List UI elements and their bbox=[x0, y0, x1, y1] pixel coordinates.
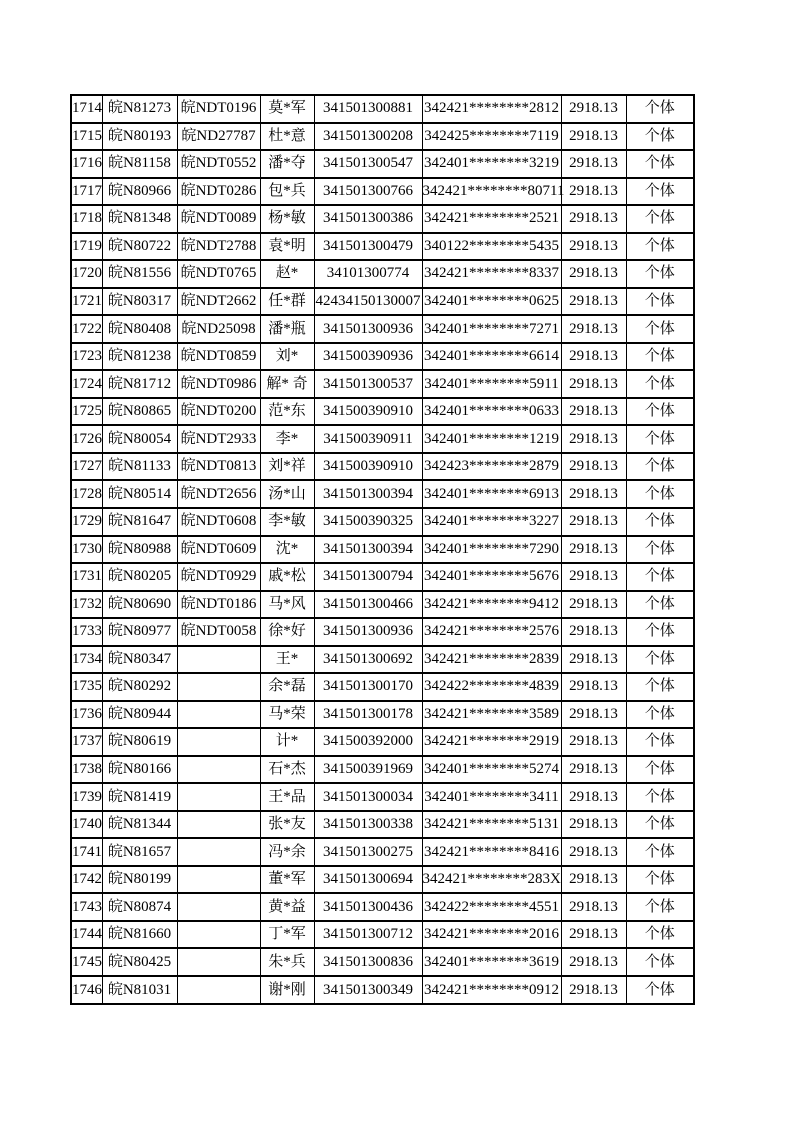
cell-operator-type: 个体 bbox=[626, 343, 694, 371]
cell-owner-name: 杜*意 bbox=[260, 123, 314, 151]
table-row bbox=[71, 343, 694, 371]
cell-certificate-code: 341501300766 bbox=[314, 178, 422, 206]
cell-certificate-code: 341501300178 bbox=[314, 701, 422, 729]
cell-permit-number: 皖NDT0196 bbox=[177, 95, 260, 123]
cell-permit-number: 皖NDT0200 bbox=[177, 398, 260, 426]
cell-operator-type: 个体 bbox=[626, 866, 694, 894]
cell-certificate-code: 341501300936 bbox=[314, 315, 422, 343]
cell-row-number: 1718 bbox=[71, 205, 102, 233]
cell-subsidy-amount: 2918.13 bbox=[561, 838, 626, 866]
cell-owner-name: 马*荣 bbox=[260, 701, 314, 729]
cell-operator-type: 个体 bbox=[626, 893, 694, 921]
cell-permit-number: 皖NDT2933 bbox=[177, 425, 260, 453]
cell-owner-name: 沈* bbox=[260, 536, 314, 564]
cell-row-number: 1733 bbox=[71, 618, 102, 646]
cell-owner-name: 谢*刚 bbox=[260, 976, 314, 1004]
cell-subsidy-amount: 2918.13 bbox=[561, 646, 626, 674]
table-row bbox=[71, 811, 694, 839]
table-row bbox=[71, 233, 694, 261]
cell-owner-name: 范*东 bbox=[260, 398, 314, 426]
cell-subsidy-amount: 2918.13 bbox=[561, 95, 626, 123]
table-row bbox=[71, 480, 694, 508]
cell-id-number-masked: 342401********7271 bbox=[422, 315, 561, 343]
table-row bbox=[71, 618, 694, 646]
cell-operator-type: 个体 bbox=[626, 728, 694, 756]
cell-owner-name: 余*磊 bbox=[260, 673, 314, 701]
cell-plate-number: 皖N80317 bbox=[102, 288, 177, 316]
cell-plate-number: 皖N81133 bbox=[102, 453, 177, 481]
table-row bbox=[71, 646, 694, 674]
table-row bbox=[71, 178, 694, 206]
cell-owner-name: 朱*兵 bbox=[260, 948, 314, 976]
cell-permit-number: 皖NDT0608 bbox=[177, 508, 260, 536]
cell-permit-number bbox=[177, 646, 260, 674]
cell-plate-number: 皖N80944 bbox=[102, 701, 177, 729]
cell-row-number: 1715 bbox=[71, 123, 102, 151]
cell-subsidy-amount: 2918.13 bbox=[561, 618, 626, 646]
cell-id-number-masked: 342421********2521 bbox=[422, 205, 561, 233]
cell-permit-number bbox=[177, 893, 260, 921]
cell-certificate-code: 341501300694 bbox=[314, 866, 422, 894]
cell-plate-number: 皖N81031 bbox=[102, 976, 177, 1004]
cell-plate-number: 皖N80408 bbox=[102, 315, 177, 343]
table-row bbox=[71, 453, 694, 481]
cell-operator-type: 个体 bbox=[626, 123, 694, 151]
cell-subsidy-amount: 2918.13 bbox=[561, 673, 626, 701]
cell-id-number-masked: 342401********0633 bbox=[422, 398, 561, 426]
cell-subsidy-amount: 2918.13 bbox=[561, 205, 626, 233]
cell-plate-number: 皖N81556 bbox=[102, 260, 177, 288]
cell-permit-number: 皖NDT0089 bbox=[177, 205, 260, 233]
cell-operator-type: 个体 bbox=[626, 205, 694, 233]
cell-row-number: 1742 bbox=[71, 866, 102, 894]
cell-operator-type: 个体 bbox=[626, 591, 694, 619]
cell-subsidy-amount: 2918.13 bbox=[561, 398, 626, 426]
cell-row-number: 1728 bbox=[71, 480, 102, 508]
cell-plate-number: 皖N80514 bbox=[102, 480, 177, 508]
cell-id-number-masked: 342422********4839 bbox=[422, 673, 561, 701]
cell-plate-number: 皖N80874 bbox=[102, 893, 177, 921]
cell-certificate-code: 341501300034 bbox=[314, 783, 422, 811]
cell-operator-type: 个体 bbox=[626, 756, 694, 784]
cell-subsidy-amount: 2918.13 bbox=[561, 233, 626, 261]
cell-row-number: 1746 bbox=[71, 976, 102, 1004]
cell-plate-number: 皖N81657 bbox=[102, 838, 177, 866]
cell-id-number-masked: 342421********2839 bbox=[422, 646, 561, 674]
cell-permit-number bbox=[177, 838, 260, 866]
cell-operator-type: 个体 bbox=[626, 948, 694, 976]
cell-row-number: 1739 bbox=[71, 783, 102, 811]
cell-operator-type: 个体 bbox=[626, 370, 694, 398]
cell-plate-number: 皖N81348 bbox=[102, 205, 177, 233]
cell-operator-type: 个体 bbox=[626, 178, 694, 206]
cell-plate-number: 皖N80977 bbox=[102, 618, 177, 646]
cell-subsidy-amount: 2918.13 bbox=[561, 756, 626, 784]
cell-certificate-code: 341501300692 bbox=[314, 646, 422, 674]
table-row bbox=[71, 205, 694, 233]
cell-permit-number: 皖NDT0186 bbox=[177, 591, 260, 619]
cell-owner-name: 计* bbox=[260, 728, 314, 756]
table-row bbox=[71, 398, 694, 426]
cell-operator-type: 个体 bbox=[626, 701, 694, 729]
cell-operator-type: 个体 bbox=[626, 838, 694, 866]
cell-subsidy-amount: 2918.13 bbox=[561, 811, 626, 839]
cell-owner-name: 包*兵 bbox=[260, 178, 314, 206]
table-row bbox=[71, 288, 694, 316]
cell-plate-number: 皖N80966 bbox=[102, 178, 177, 206]
cell-row-number: 1730 bbox=[71, 536, 102, 564]
cell-row-number: 1744 bbox=[71, 921, 102, 949]
cell-certificate-code: 341501300794 bbox=[314, 563, 422, 591]
cell-permit-number bbox=[177, 921, 260, 949]
cell-id-number-masked: 340122********5435 bbox=[422, 233, 561, 261]
cell-row-number: 1726 bbox=[71, 425, 102, 453]
cell-id-number-masked: 342401********3619 bbox=[422, 948, 561, 976]
cell-certificate-code: 341500390910 bbox=[314, 398, 422, 426]
cell-certificate-code: 341501300936 bbox=[314, 618, 422, 646]
cell-certificate-code: 341501300547 bbox=[314, 150, 422, 178]
cell-subsidy-amount: 2918.13 bbox=[561, 480, 626, 508]
cell-permit-number bbox=[177, 673, 260, 701]
cell-certificate-code: 341501300436 bbox=[314, 893, 422, 921]
cell-owner-name: 马*风 bbox=[260, 591, 314, 619]
cell-row-number: 1716 bbox=[71, 150, 102, 178]
cell-certificate-code: 341500390936 bbox=[314, 343, 422, 371]
cell-row-number: 1721 bbox=[71, 288, 102, 316]
cell-operator-type: 个体 bbox=[626, 783, 694, 811]
table-row bbox=[71, 783, 694, 811]
cell-subsidy-amount: 2918.13 bbox=[561, 536, 626, 564]
cell-owner-name: 解* 奇 bbox=[260, 370, 314, 398]
cell-plate-number: 皖N81660 bbox=[102, 921, 177, 949]
cell-certificate-code: 34101300774 bbox=[314, 260, 422, 288]
cell-plate-number: 皖N81712 bbox=[102, 370, 177, 398]
cell-operator-type: 个体 bbox=[626, 95, 694, 123]
cell-permit-number bbox=[177, 866, 260, 894]
cell-permit-number: 皖NDT0765 bbox=[177, 260, 260, 288]
cell-id-number-masked: 342401********5911 bbox=[422, 370, 561, 398]
cell-row-number: 1734 bbox=[71, 646, 102, 674]
cell-operator-type: 个体 bbox=[626, 150, 694, 178]
cell-plate-number: 皖N80292 bbox=[102, 673, 177, 701]
cell-row-number: 1723 bbox=[71, 343, 102, 371]
table-row bbox=[71, 315, 694, 343]
table-row bbox=[71, 673, 694, 701]
cell-subsidy-amount: 2918.13 bbox=[561, 563, 626, 591]
cell-certificate-code: 341500390325 bbox=[314, 508, 422, 536]
records-table bbox=[70, 94, 695, 1005]
cell-owner-name: 李* bbox=[260, 425, 314, 453]
cell-permit-number: 皖NDT0813 bbox=[177, 453, 260, 481]
cell-owner-name: 董*军 bbox=[260, 866, 314, 894]
cell-permit-number bbox=[177, 701, 260, 729]
cell-certificate-code: 341501300394 bbox=[314, 536, 422, 564]
cell-row-number: 1725 bbox=[71, 398, 102, 426]
table-row bbox=[71, 948, 694, 976]
cell-subsidy-amount: 2918.13 bbox=[561, 783, 626, 811]
cell-subsidy-amount: 2918.13 bbox=[561, 976, 626, 1004]
cell-subsidy-amount: 2918.13 bbox=[561, 425, 626, 453]
cell-operator-type: 个体 bbox=[626, 480, 694, 508]
table-row bbox=[71, 123, 694, 151]
cell-row-number: 1740 bbox=[71, 811, 102, 839]
cell-subsidy-amount: 2918.13 bbox=[561, 370, 626, 398]
cell-subsidy-amount: 2918.13 bbox=[561, 508, 626, 536]
cell-owner-name: 赵* bbox=[260, 260, 314, 288]
cell-id-number-masked: 342401********6913 bbox=[422, 480, 561, 508]
cell-plate-number: 皖N80619 bbox=[102, 728, 177, 756]
cell-certificate-code: 341500391969 bbox=[314, 756, 422, 784]
cell-row-number: 1714 bbox=[71, 95, 102, 123]
cell-permit-number: 皖ND25098 bbox=[177, 315, 260, 343]
cell-operator-type: 个体 bbox=[626, 398, 694, 426]
cell-permit-number: 皖NDT0986 bbox=[177, 370, 260, 398]
cell-row-number: 1738 bbox=[71, 756, 102, 784]
cell-permit-number: 皖NDT0929 bbox=[177, 563, 260, 591]
cell-row-number: 1735 bbox=[71, 673, 102, 701]
cell-id-number-masked: 342401********0625 bbox=[422, 288, 561, 316]
table-row bbox=[71, 425, 694, 453]
cell-row-number: 1720 bbox=[71, 260, 102, 288]
cell-plate-number: 皖N80722 bbox=[102, 233, 177, 261]
cell-subsidy-amount: 2918.13 bbox=[561, 728, 626, 756]
cell-subsidy-amount: 2918.13 bbox=[561, 123, 626, 151]
table-row bbox=[71, 866, 694, 894]
cell-operator-type: 个体 bbox=[626, 315, 694, 343]
cell-id-number-masked: 342421********2919 bbox=[422, 728, 561, 756]
cell-row-number: 1743 bbox=[71, 893, 102, 921]
cell-id-number-masked: 342401********3219 bbox=[422, 150, 561, 178]
cell-plate-number: 皖N81273 bbox=[102, 95, 177, 123]
table-row bbox=[71, 893, 694, 921]
table-row bbox=[71, 756, 694, 784]
cell-permit-number bbox=[177, 811, 260, 839]
cell-operator-type: 个体 bbox=[626, 976, 694, 1004]
cell-permit-number: 皖NDT2662 bbox=[177, 288, 260, 316]
table-row bbox=[71, 701, 694, 729]
cell-owner-name: 汤*山 bbox=[260, 480, 314, 508]
cell-plate-number: 皖N80054 bbox=[102, 425, 177, 453]
cell-permit-number bbox=[177, 783, 260, 811]
cell-id-number-masked: 342401********5676 bbox=[422, 563, 561, 591]
cell-id-number-masked: 342421********9412 bbox=[422, 591, 561, 619]
cell-id-number-masked: 342421********2576 bbox=[422, 618, 561, 646]
cell-id-number-masked: 342421********2812 bbox=[422, 95, 561, 123]
cell-subsidy-amount: 2918.13 bbox=[561, 178, 626, 206]
cell-row-number: 1736 bbox=[71, 701, 102, 729]
cell-id-number-masked: 342421********8416 bbox=[422, 838, 561, 866]
cell-owner-name: 徐*好 bbox=[260, 618, 314, 646]
cell-certificate-code: 341501300479 bbox=[314, 233, 422, 261]
cell-subsidy-amount: 2918.13 bbox=[561, 343, 626, 371]
cell-subsidy-amount: 2918.13 bbox=[561, 591, 626, 619]
cell-certificate-code: 341501300394 bbox=[314, 480, 422, 508]
cell-certificate-code: 341501300170 bbox=[314, 673, 422, 701]
table-row bbox=[71, 260, 694, 288]
cell-certificate-code: 42434150130007 bbox=[314, 288, 422, 316]
cell-row-number: 1741 bbox=[71, 838, 102, 866]
cell-permit-number: 皖NDT2656 bbox=[177, 480, 260, 508]
cell-id-number-masked: 342401********3411 bbox=[422, 783, 561, 811]
cell-plate-number: 皖N81238 bbox=[102, 343, 177, 371]
cell-owner-name: 潘*夺 bbox=[260, 150, 314, 178]
cell-subsidy-amount: 2918.13 bbox=[561, 921, 626, 949]
cell-operator-type: 个体 bbox=[626, 508, 694, 536]
cell-id-number-masked: 342422********4551 bbox=[422, 893, 561, 921]
cell-id-number-masked: 342421********80711 bbox=[422, 178, 561, 206]
cell-permit-number bbox=[177, 728, 260, 756]
cell-permit-number bbox=[177, 976, 260, 1004]
cell-plate-number: 皖N80988 bbox=[102, 536, 177, 564]
cell-row-number: 1737 bbox=[71, 728, 102, 756]
cell-id-number-masked: 342401********1219 bbox=[422, 425, 561, 453]
cell-permit-number: 皖ND27787 bbox=[177, 123, 260, 151]
table-row bbox=[71, 370, 694, 398]
table-row bbox=[71, 563, 694, 591]
table-row bbox=[71, 921, 694, 949]
cell-row-number: 1719 bbox=[71, 233, 102, 261]
cell-certificate-code: 341501300275 bbox=[314, 838, 422, 866]
cell-certificate-code: 341501300881 bbox=[314, 95, 422, 123]
cell-id-number-masked: 342425********7119 bbox=[422, 123, 561, 151]
cell-subsidy-amount: 2918.13 bbox=[561, 315, 626, 343]
cell-row-number: 1724 bbox=[71, 370, 102, 398]
table-row bbox=[71, 95, 694, 123]
table-row bbox=[71, 728, 694, 756]
cell-row-number: 1731 bbox=[71, 563, 102, 591]
cell-permit-number: 皖NDT0058 bbox=[177, 618, 260, 646]
table-row bbox=[71, 976, 694, 1004]
cell-permit-number: 皖NDT0609 bbox=[177, 536, 260, 564]
cell-row-number: 1717 bbox=[71, 178, 102, 206]
table-row bbox=[71, 508, 694, 536]
cell-certificate-code: 341500390910 bbox=[314, 453, 422, 481]
cell-certificate-code: 341501300338 bbox=[314, 811, 422, 839]
cell-subsidy-amount: 2918.13 bbox=[561, 453, 626, 481]
cell-id-number-masked: 342401********5274 bbox=[422, 756, 561, 784]
cell-plate-number: 皖N80347 bbox=[102, 646, 177, 674]
cell-permit-number: 皖NDT0859 bbox=[177, 343, 260, 371]
cell-operator-type: 个体 bbox=[626, 288, 694, 316]
cell-row-number: 1727 bbox=[71, 453, 102, 481]
cell-id-number-masked: 342401********3227 bbox=[422, 508, 561, 536]
cell-id-number-masked: 342421********3589 bbox=[422, 701, 561, 729]
cell-operator-type: 个体 bbox=[626, 453, 694, 481]
cell-operator-type: 个体 bbox=[626, 811, 694, 839]
cell-permit-number: 皖NDT0286 bbox=[177, 178, 260, 206]
cell-subsidy-amount: 2918.13 bbox=[561, 893, 626, 921]
cell-owner-name: 王*品 bbox=[260, 783, 314, 811]
cell-owner-name: 潘*瓶 bbox=[260, 315, 314, 343]
cell-permit-number: 皖NDT0552 bbox=[177, 150, 260, 178]
cell-id-number-masked: 342421********2016 bbox=[422, 921, 561, 949]
cell-plate-number: 皖N81647 bbox=[102, 508, 177, 536]
cell-certificate-code: 341501300712 bbox=[314, 921, 422, 949]
cell-row-number: 1732 bbox=[71, 591, 102, 619]
cell-owner-name: 刘*祥 bbox=[260, 453, 314, 481]
cell-plate-number: 皖N80166 bbox=[102, 756, 177, 784]
table-row bbox=[71, 838, 694, 866]
cell-row-number: 1745 bbox=[71, 948, 102, 976]
cell-owner-name: 袁*明 bbox=[260, 233, 314, 261]
cell-owner-name: 戚*松 bbox=[260, 563, 314, 591]
cell-owner-name: 黄*益 bbox=[260, 893, 314, 921]
cell-certificate-code: 341501300836 bbox=[314, 948, 422, 976]
cell-plate-number: 皖N80193 bbox=[102, 123, 177, 151]
cell-permit-number: 皖NDT2788 bbox=[177, 233, 260, 261]
cell-owner-name: 莫*军 bbox=[260, 95, 314, 123]
cell-certificate-code: 341501300386 bbox=[314, 205, 422, 233]
cell-plate-number: 皖N80865 bbox=[102, 398, 177, 426]
cell-id-number-masked: 342423********2879 bbox=[422, 453, 561, 481]
cell-owner-name: 李*敏 bbox=[260, 508, 314, 536]
cell-id-number-masked: 342421********0912 bbox=[422, 976, 561, 1004]
cell-operator-type: 个体 bbox=[626, 260, 694, 288]
cell-id-number-masked: 342401********6614 bbox=[422, 343, 561, 371]
cell-certificate-code: 341500392000 bbox=[314, 728, 422, 756]
table-row bbox=[71, 591, 694, 619]
cell-operator-type: 个体 bbox=[626, 618, 694, 646]
cell-plate-number: 皖N81344 bbox=[102, 811, 177, 839]
cell-owner-name: 丁*军 bbox=[260, 921, 314, 949]
cell-plate-number: 皖N80205 bbox=[102, 563, 177, 591]
cell-subsidy-amount: 2918.13 bbox=[561, 948, 626, 976]
cell-operator-type: 个体 bbox=[626, 563, 694, 591]
table-row bbox=[71, 150, 694, 178]
cell-certificate-code: 341501300466 bbox=[314, 591, 422, 619]
cell-owner-name: 张*友 bbox=[260, 811, 314, 839]
cell-id-number-masked: 342401********7290 bbox=[422, 536, 561, 564]
cell-id-number-masked: 342421********5131 bbox=[422, 811, 561, 839]
cell-owner-name: 杨*敏 bbox=[260, 205, 314, 233]
cell-operator-type: 个体 bbox=[626, 921, 694, 949]
cell-owner-name: 刘* bbox=[260, 343, 314, 371]
cell-certificate-code: 341501300208 bbox=[314, 123, 422, 151]
cell-plate-number: 皖N81419 bbox=[102, 783, 177, 811]
table-row bbox=[71, 536, 694, 564]
cell-owner-name: 王* bbox=[260, 646, 314, 674]
cell-owner-name: 石*杰 bbox=[260, 756, 314, 784]
cell-subsidy-amount: 2918.13 bbox=[561, 150, 626, 178]
cell-certificate-code: 341501300349 bbox=[314, 976, 422, 1004]
cell-plate-number: 皖N80425 bbox=[102, 948, 177, 976]
cell-subsidy-amount: 2918.13 bbox=[561, 866, 626, 894]
cell-owner-name: 冯*余 bbox=[260, 838, 314, 866]
cell-operator-type: 个体 bbox=[626, 233, 694, 261]
cell-operator-type: 个体 bbox=[626, 425, 694, 453]
cell-row-number: 1729 bbox=[71, 508, 102, 536]
cell-permit-number bbox=[177, 948, 260, 976]
records-table-body bbox=[71, 95, 694, 1004]
cell-row-number: 1722 bbox=[71, 315, 102, 343]
cell-certificate-code: 341501300537 bbox=[314, 370, 422, 398]
cell-operator-type: 个体 bbox=[626, 536, 694, 564]
cell-id-number-masked: 342421********283X bbox=[422, 866, 561, 894]
cell-operator-type: 个体 bbox=[626, 673, 694, 701]
cell-subsidy-amount: 2918.13 bbox=[561, 701, 626, 729]
cell-owner-name: 任*群 bbox=[260, 288, 314, 316]
cell-certificate-code: 341500390911 bbox=[314, 425, 422, 453]
cell-id-number-masked: 342421********8337 bbox=[422, 260, 561, 288]
cell-subsidy-amount: 2918.13 bbox=[561, 260, 626, 288]
cell-operator-type: 个体 bbox=[626, 646, 694, 674]
cell-plate-number: 皖N81158 bbox=[102, 150, 177, 178]
cell-permit-number bbox=[177, 756, 260, 784]
cell-plate-number: 皖N80690 bbox=[102, 591, 177, 619]
cell-subsidy-amount: 2918.13 bbox=[561, 288, 626, 316]
cell-plate-number: 皖N80199 bbox=[102, 866, 177, 894]
